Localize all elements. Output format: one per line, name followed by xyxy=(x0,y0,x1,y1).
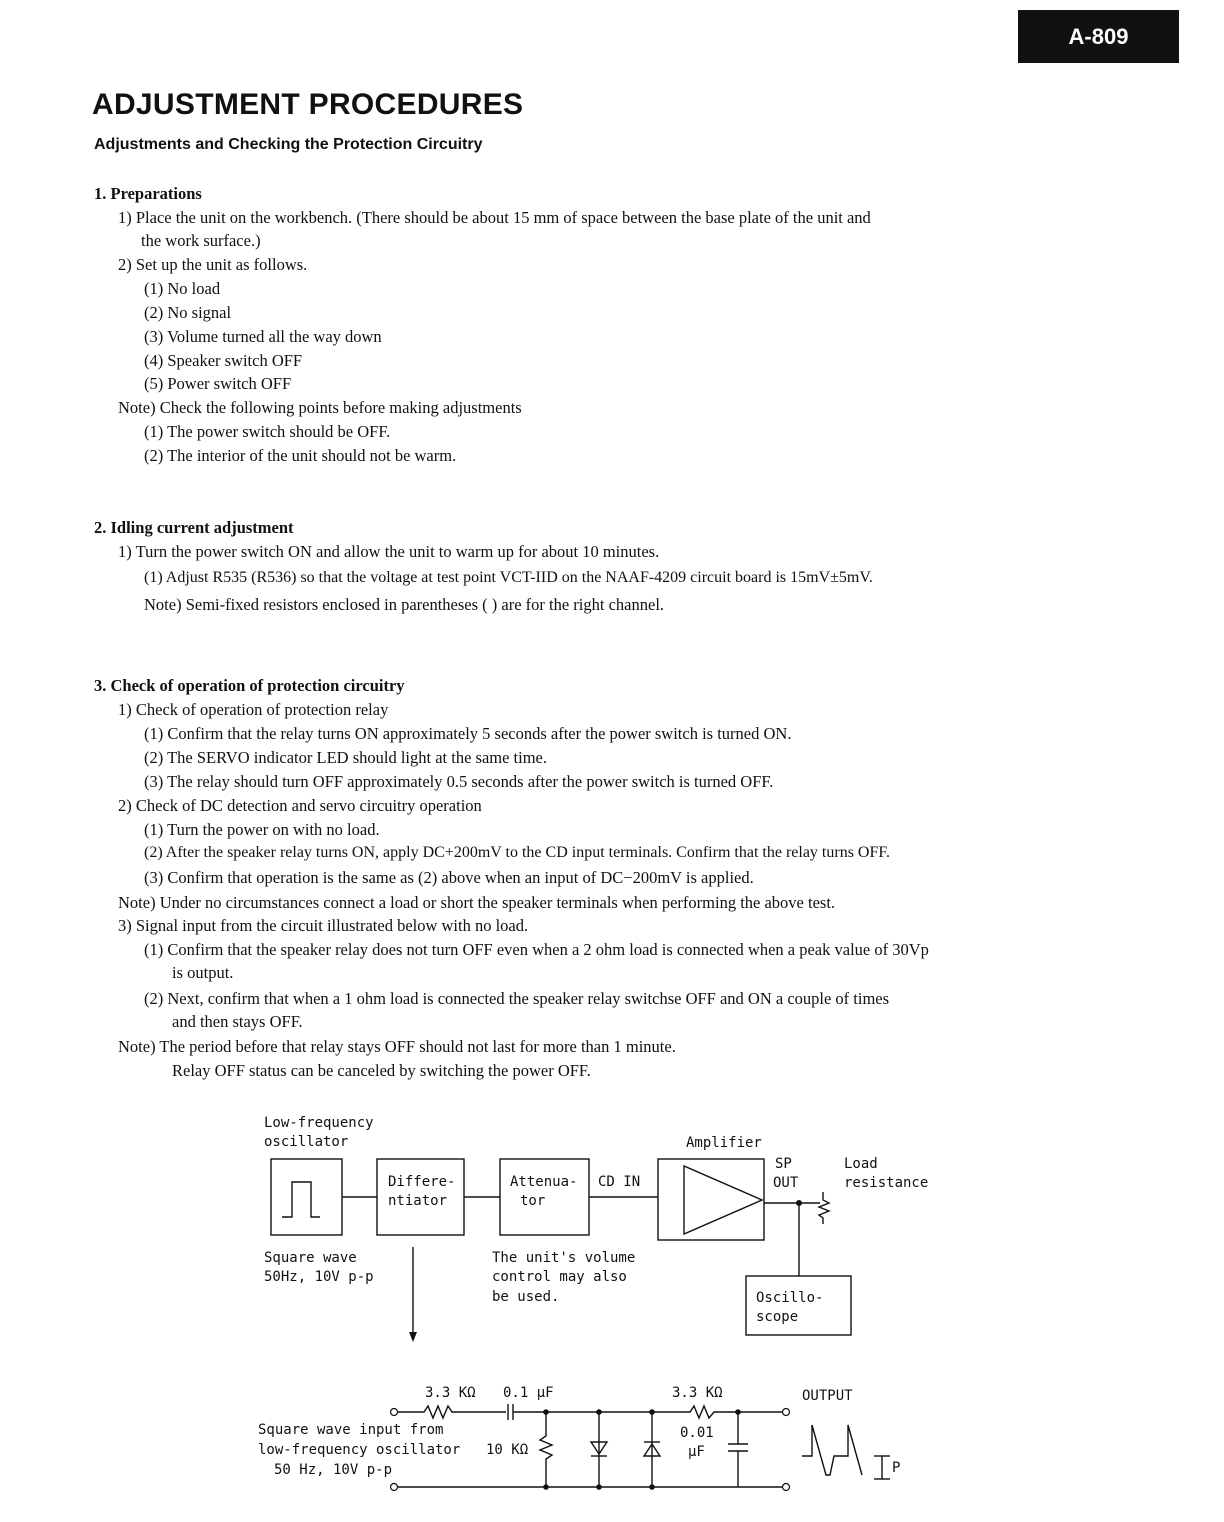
section3-item: (3) Confirm that operation is the same as (2) above when an input of DC−200mV is applied. xyxy=(144,868,754,887)
capacitor-c2-label: µF xyxy=(688,1444,705,1460)
section1-note-item: (2) The interior of the unit should not be warm. xyxy=(144,446,457,465)
section3-heading: 3. Check of operation of protection circuitry xyxy=(94,676,405,695)
section3-item: (2) The SERVO indicator LED should light at the same time. xyxy=(144,748,548,767)
model-badge: A-809 xyxy=(1018,10,1179,63)
section1-item: (3) Volume turned all the way down xyxy=(144,327,382,346)
section3-item: (1) Turn the power on with no load. xyxy=(144,820,380,839)
oscillator-box xyxy=(271,1159,342,1235)
load-label: resistance xyxy=(844,1175,929,1191)
differentiator-label: ntiator xyxy=(388,1193,448,1209)
section2-note: Note) Semi-fixed resistors enclosed in parentheses ( ) are for the right channel. xyxy=(144,595,665,614)
section2-step1: 1) Turn the power switch ON and allow the unit to warm up for about 10 minutes. xyxy=(118,542,660,561)
output-ground-terminal xyxy=(783,1484,790,1491)
resistor-r1-label: 3.3 KΩ xyxy=(425,1385,476,1401)
oscillator-label: Low-frequency xyxy=(264,1115,374,1131)
out-label: OUT xyxy=(773,1175,799,1191)
junction-dot xyxy=(649,1484,655,1490)
resistor-r2 xyxy=(540,1412,552,1487)
input-ground-terminal xyxy=(391,1484,398,1491)
oscilloscope-label: Oscillo- xyxy=(756,1290,824,1306)
page-subtitle: Adjustments and Checking the Protection Circuitry xyxy=(94,136,483,153)
amplifier-symbol xyxy=(684,1166,762,1234)
resistor-r1 xyxy=(398,1406,506,1418)
arrow-head xyxy=(409,1332,417,1342)
section1-item: (4) Speaker switch OFF xyxy=(144,351,303,370)
section1-step2: 2) Set up the unit as follows. xyxy=(118,255,308,274)
input-terminal xyxy=(391,1409,398,1416)
peak-label: P xyxy=(892,1460,901,1476)
section2-heading: 2. Idling current adjustment xyxy=(94,518,294,537)
section3-note-cont: Relay OFF status can be canceled by switching the power OFF. xyxy=(172,1061,591,1080)
amplifier-box xyxy=(658,1159,764,1240)
sp-label: SP xyxy=(775,1156,792,1172)
junction-dot xyxy=(543,1484,549,1490)
resistor-r3-label: 3.3 KΩ xyxy=(672,1385,723,1401)
section3-item: (1) Confirm that the relay turns ON approximately 5 seconds after the power switch is turned ON. xyxy=(144,724,792,743)
circuit-input-label: 50 Hz, 10V p-p xyxy=(274,1462,393,1478)
section1-step1-cont: the work surface.) xyxy=(141,231,261,250)
section3-step3: 3) Signal input from the circuit illustrated below with no load. xyxy=(118,916,529,935)
section3-item: (2) Next, confirm that when a 1 ohm load is connected the speaker relay switchse OFF and ON a couple of times xyxy=(144,989,890,1008)
section3-note: Note) The period before that relay stays OFF should not last for more than 1 minute. xyxy=(118,1037,676,1056)
circuit-input-label: low-frequency oscillator xyxy=(258,1442,461,1458)
oscilloscope-label: scope xyxy=(756,1309,799,1325)
load-label: Load xyxy=(844,1156,878,1172)
section1-note-item: (1) The power switch should be OFF. xyxy=(144,422,391,441)
section3-item: (3) The relay should turn OFF approximately 0.5 seconds after the power switch is turned OFF. xyxy=(144,772,774,791)
junction-dot xyxy=(596,1484,602,1490)
section1-item: (1) No load xyxy=(144,279,221,298)
capacitor-c1-label: 0.1 µF xyxy=(503,1385,554,1401)
section3-item-cont: is output. xyxy=(172,963,234,982)
square-wave-symbol xyxy=(282,1182,320,1217)
output-terminal xyxy=(783,1409,790,1416)
capacitor-c2-label: 0.01 xyxy=(680,1425,714,1441)
resistor-r3 xyxy=(513,1406,782,1418)
resistor-r2-label: 10 KΩ xyxy=(486,1442,529,1458)
section3-note: Note) Under no circumstances connect a load or short the speaker terminals when performing the above test. xyxy=(118,893,836,912)
volume-note: be used. xyxy=(492,1289,560,1305)
section3-item: (1) Confirm that the speaker relay does not turn OFF even when a 2 ohm load is connected when a peak value of 30Vp xyxy=(144,940,929,959)
section1-heading: 1. Preparations xyxy=(94,184,202,203)
differentiator-label: Differe- xyxy=(388,1174,456,1190)
attenuator-label: Attenua- xyxy=(510,1174,578,1190)
attenuator-label: tor xyxy=(520,1193,546,1209)
cd-in-label: CD IN xyxy=(598,1174,641,1190)
page-title: ADJUSTMENT PROCEDURES xyxy=(92,88,524,121)
volume-note: control may also xyxy=(492,1269,627,1285)
section3-step2: 2) Check of DC detection and servo circuitry operation xyxy=(118,796,482,815)
section2-item: (1) Adjust R535 (R536) so that the voltage at test point VCT-IID on the NAAF-4209 circuit board is 15mV±5mV. xyxy=(144,569,873,586)
square-wave-label: Square wave xyxy=(264,1250,357,1266)
section3-item-cont: and then stays OFF. xyxy=(172,1012,303,1031)
circuit-input-label: Square wave input from xyxy=(258,1422,444,1438)
output-waveform xyxy=(802,1425,862,1475)
output-label: OUTPUT xyxy=(802,1388,853,1404)
section1-step1: 1) Place the unit on the workbench. (There should be about 15 mm of space between the base plate of the unit and xyxy=(118,208,871,227)
section3-item: (2) After the speaker relay turns ON, apply DC+200mV to the CD input terminals. Confirm that the relay turns OFF. xyxy=(144,844,890,861)
section1-item: (2) No signal xyxy=(144,303,232,322)
square-wave-label: 50Hz, 10V p-p xyxy=(264,1269,374,1285)
load-resistor-symbol xyxy=(819,1192,829,1224)
amplifier-label: Amplifier xyxy=(686,1135,762,1151)
oscillator-label: oscillator xyxy=(264,1134,349,1150)
section1-note: Note) Check the following points before making adjustments xyxy=(118,398,522,417)
section1-item: (5) Power switch OFF xyxy=(144,374,292,393)
section3-step1: 1) Check of operation of protection relay xyxy=(118,700,389,719)
volume-note: The unit's volume xyxy=(492,1250,636,1266)
